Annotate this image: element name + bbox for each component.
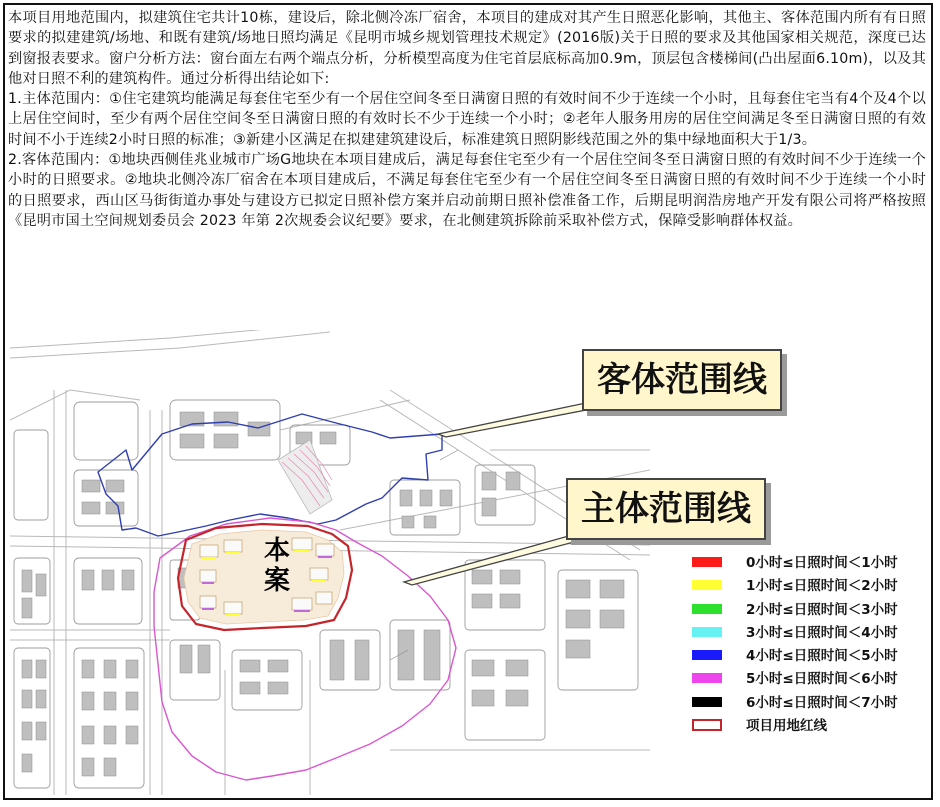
legend-label: 0小时≤日照时间＜1小时 [746,555,898,571]
legend-item-0-1h [690,550,925,573]
legend-swatch-green [692,604,722,614]
legend-label: 3小时≤日照时间＜4小时 [746,624,898,641]
legend-label: 1小时≤日照时间＜2小时 [746,578,898,595]
legend-swatch-blue [692,650,722,660]
legend-label: 6小时≤日照时间＜7小时 [746,694,898,711]
notes-paragraph-guest-scope: 2.客体范围内：①地块西侧佳兆业城市广场G地块在本项目建成后，满足每套住宅至少有一个居住空间冬至日满窗日照的有效时间不少于连续一个小时的日照要求。②地块北侧冷冻厂宿舍在本项目建成后，不满足每套住宅至少有一个居住空间冬至日满窗日照的有效时间不少于连续一个小时的日照要求，西山区马街街道办事处与建设方已拟定日照补偿方案并启动前期日照补偿准备工作，后期昆明润浩房地产开发有限公司将严格按照《昆明市国土空间规划委员会 2023 年第 2次规委会议纪要》要求，在北侧建筑拆除前采取补偿方式，保障受影响群体权益。 [8,152,926,229]
legend-swatch-yellow [692,580,722,590]
legend-item-6-7h [690,690,925,713]
sunlight-legend [690,550,925,736]
legend-swatch-redline [692,719,722,731]
legend-item-5-6h [690,666,925,689]
site-label-char-2: 案 [264,566,291,596]
legend-swatch-magenta [692,673,722,683]
notes-paragraph-main-scope: 1.主体范围内：①住宅建筑均能满足每套住宅至少有一个居住空间冬至日满窗日照的有效时间不少于连续一个小时，且每套住宅当有4个及4个以上居住空间时，至少有两个居住空间冬至日满窗日照的有效时长不少于连续一个小时；②老年人服务用房的居住空间满足冬至日满窗日照的有效时间不小于连续2小时日照的标准；③新建小区满足在拟建建筑建设后，标准建筑日照阴影线范围之外的集中绿地面积大于1/3。 [8,91,926,148]
legend-label: 2小时≤日照时间＜3小时 [746,601,898,618]
site-label-char-1: 本 [264,536,291,566]
legend-item-3-4h [690,620,925,643]
legend-label: 项目用地红线 [746,718,827,735]
legend-label: 5小时≤日照时间＜6小时 [746,671,898,688]
legend-item-2-3h [690,597,925,620]
legend-item-site-redline [690,713,925,736]
legend-item-1-2h [690,573,925,596]
main-scope-callout: 主体范围线 [566,478,766,540]
guest-scope-callout: 客体范围线 [582,349,782,411]
legend-item-4-5h [690,643,925,666]
legend-swatch-black [692,697,722,707]
notes-paragraph-intro: 本项目用地范围内，拟建筑住宅共计10栋，建设后，除北侧冷冻厂宿舍，本项目的建成对其产生日照恶化影响，其他主、客体范围内所有有日照要求的拟建建筑/场地、和既有建筑/场地日照均满足《昆明市城乡规划管理技术规定》(2016版)关于日照的要求及其他国家相关规范，深度已达到窗报表要求。窗户分析方法：窗台面左右两个端点分析，分析模型高度为住宅首层底标高加0.9m，顶层包含楼梯间(凸出屋面6.10m)，以及其他对日照不利的建筑构件。通过分析得出结论如下: [8,10,926,87]
legend-swatch-red [692,557,722,567]
legend-swatch-cyan [692,627,722,637]
legend-label: 4小时≤日照时间＜5小时 [746,648,898,665]
